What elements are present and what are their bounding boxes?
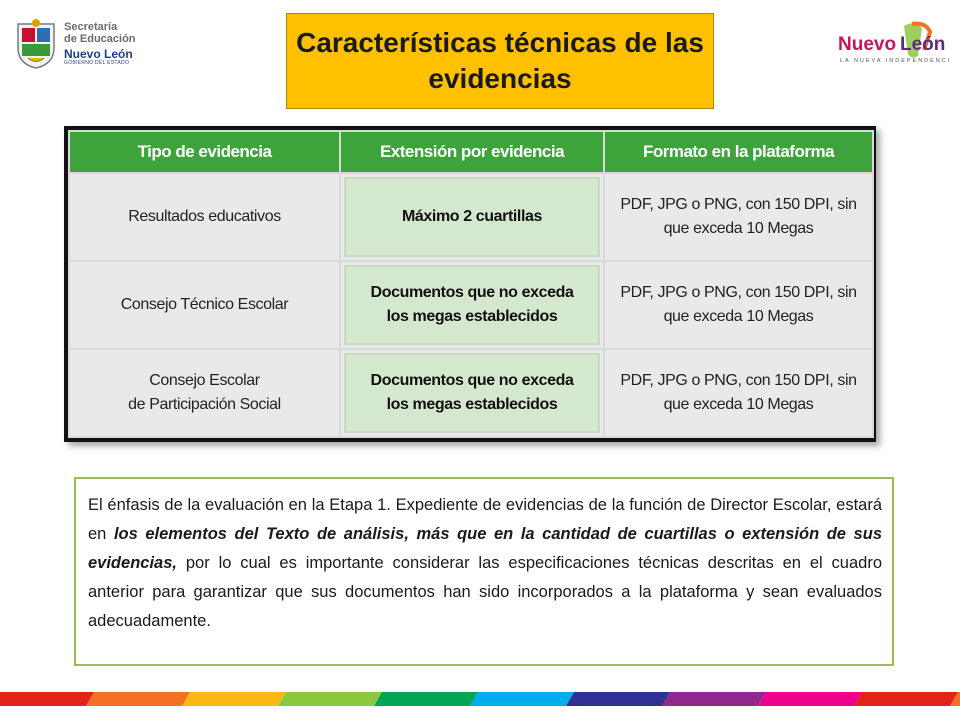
logo-line-4: GOBIERNO DEL ESTADO [64, 60, 130, 66]
title-box [286, 13, 714, 109]
nuevo-leon-logo [834, 20, 950, 70]
formato-cell: PDF, JPG o PNG, con 150 DPI, sin que exceda 10 Megas [604, 349, 873, 437]
logo-tagline: LA NUEVA INDEPENDENCIA [840, 58, 950, 64]
logo-line-3: Nuevo León [64, 47, 133, 61]
stripe-segment [566, 692, 670, 706]
logo-wordmark-nuevo: Nuevo [838, 34, 897, 55]
table-row [69, 349, 873, 437]
paragraph-emphasis: los elementos del Texto de análisis, más que en la cantidad de cuartillas o extensión de sus evidencias, [88, 525, 882, 572]
decorative-color-stripe [0, 692, 960, 706]
extension-value: Documentos que no exceda los megas establecidos [344, 353, 600, 433]
page-title: Características técnicas de las evidencias [296, 27, 704, 94]
table-header-row [69, 131, 873, 173]
stripe-segment [182, 692, 286, 706]
extension-value: Máximo 2 cuartillas [344, 177, 600, 257]
stripe-segment [278, 692, 382, 706]
tipo-cell: Resultados educativos [69, 173, 340, 261]
stripe-segment [374, 692, 478, 706]
evidence-table-frame [64, 126, 876, 442]
logo-line-1: Secretaría [64, 21, 118, 33]
state-seal-icon [14, 18, 58, 70]
stripe-segment [662, 692, 766, 706]
tipo-cell: Consejo Técnico Escolar [69, 261, 340, 349]
stripe-segment [470, 692, 574, 706]
extension-cell [340, 173, 604, 261]
table-row [69, 173, 873, 261]
extension-cell [340, 349, 604, 437]
logo-line-2: de Educación [64, 33, 136, 45]
stripe-segment [854, 692, 958, 706]
stripe-segment [758, 692, 862, 706]
table-row [69, 261, 873, 349]
column-header: Extensión por evidencia [340, 131, 604, 173]
formato-cell: PDF, JPG o PNG, con 150 DPI, sin que exceda 10 Megas [604, 261, 873, 349]
extension-value: Documentos que no exceda los megas establecidos [344, 265, 600, 345]
paragraph-text-1: El énfasis de la evaluación en la Etapa 1. Expediente de evidencias de la función de Director Escolar, estará en [88, 496, 882, 543]
tipo-cell: Consejo Escolar de Participación Social [69, 349, 340, 437]
stripe-segment [0, 692, 94, 706]
evidence-table [68, 130, 874, 438]
stripe-segment [86, 692, 190, 706]
logo-wordmark-leon: León [900, 34, 946, 55]
extension-cell [340, 261, 604, 349]
column-header: Tipo de evidencia [69, 131, 340, 173]
secretaria-educacion-logo [14, 14, 144, 74]
formato-cell: PDF, JPG o PNG, con 150 DPI, sin que exceda 10 Megas [604, 173, 873, 261]
paragraph-text-2: por lo cual es importante considerar las especificaciones técnicas descritas en el cuadro anterior para garantizar que sus documentos han sido incorporados a la plataforma y sean evaluados adecuadamente. [88, 554, 882, 630]
column-header: Formato en la plataforma [604, 131, 873, 173]
explanation-paragraph [74, 477, 894, 666]
